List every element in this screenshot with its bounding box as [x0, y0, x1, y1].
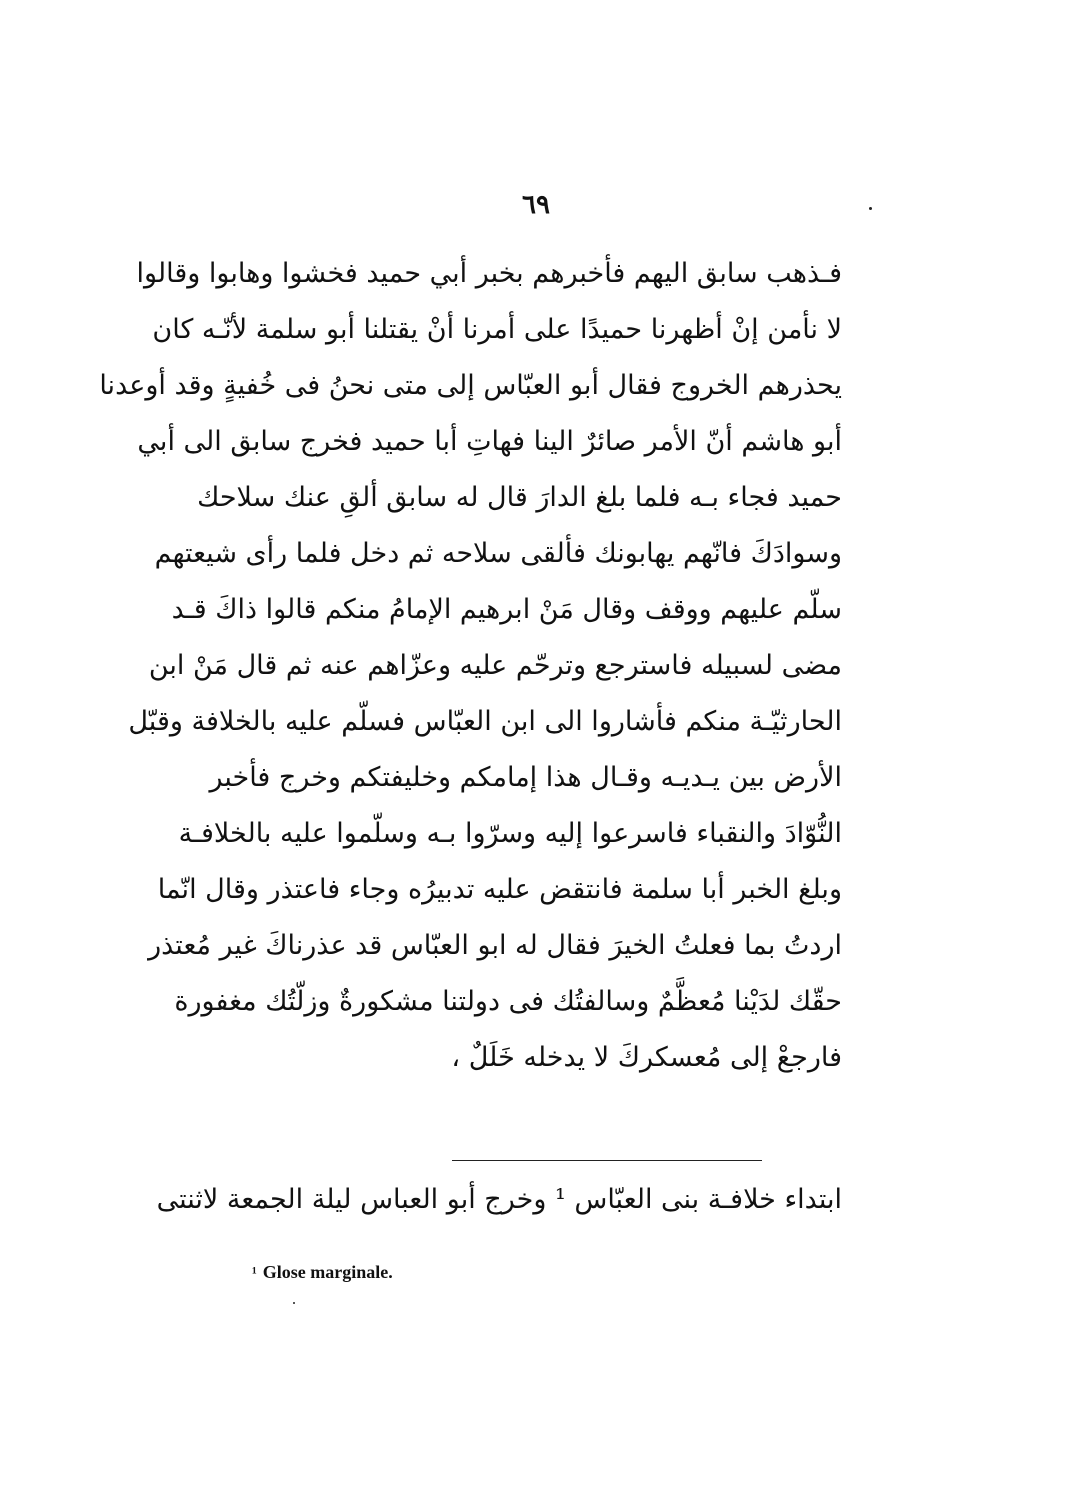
text-line: النُّوّادَ والنقباء فاسرعوا إليه وسرّوا بـه وسلّموا عليه بالخلافـة [178, 818, 842, 849]
footnote [252, 1260, 393, 1286]
scan-speck [293, 1302, 295, 1304]
section-rule [452, 1160, 762, 1161]
text-line: يحذرهم الخروج فقال أبو العبّاس إلى متى نحنُ فى خُفيةٍ وقد أوعدنا [99, 370, 842, 401]
footnote-marker: ¹ [252, 1265, 257, 1282]
text-line: فارجعْ إلى مُعسكركَ لا يدخله خَلَلٌ ، [451, 1042, 842, 1073]
footnote-text: Glose marginale. [262, 1262, 393, 1282]
text-line: اردتُ بما فعلتُ الخيرَ فقال له ابو العبّاس قد عذرناكَ غير مُعتذر [148, 930, 842, 961]
text-line: وسوادَكَ فانّهم يهابونك فألقى سلاحه ثم دخل فلما رأى شيعتهم [154, 538, 842, 569]
body-text [99, 246, 842, 1086]
text-line: حقّك لدَيْنا مُعظَّمٌ وسالفتُك فى دولتنا مشكورةٌ وزلّتُك مغفورة [174, 986, 842, 1017]
section-heading-line: ابتداء خلافـة بنى العبّاس ¹ وخرج أبو العباس ليلة الجمعة لاثنتى [156, 1184, 842, 1215]
text-line: سلّم عليهم ووقف وقال مَنْ ابرهيم الإمامُ منكم قالوا ذاكَ قـد [171, 594, 842, 625]
page-number: ٦٩ [522, 190, 550, 220]
text-line: لا نأمن إنْ أظهرنا حميدًا على أمرنا أنْ يقتلنا أبو سلمة لأنّـه كان [152, 314, 842, 345]
text-line: مضى لسبيله فاسترجع وترحّم عليه وعزّاهم عنه ثم قال مَنْ ابن [148, 650, 842, 681]
text-line: وبلغ الخبر أبا سلمة فانتقض عليه تدبيرُه وجاء فاعتذر وقال انّما [157, 874, 842, 905]
text-line: الأرض بين يـديـه وقـال هذا إمامكم وخليفتكم وخرج فأخبر [209, 762, 842, 793]
scan-speck [869, 207, 872, 210]
text-line: الحارثيّـة منكم فأشاروا الى ابن العبّاس فسلّم عليه بالخلافة وقبّل [128, 706, 842, 737]
text-line: أبو هاشم أنّ الأمر صائرٌ الينا فهاتِ أبا حميد فخرج سابق الى أبي [137, 426, 842, 457]
text-line: فـذهب سابق اليهم فأخبرهم بخبر أبي حميد فخشوا وهابوا وقالوا [136, 258, 842, 289]
text-line: حميد فجاء بـه فلما بلغ الدارَ قال له سابق ألقِ عنك سلاحك [197, 482, 842, 513]
